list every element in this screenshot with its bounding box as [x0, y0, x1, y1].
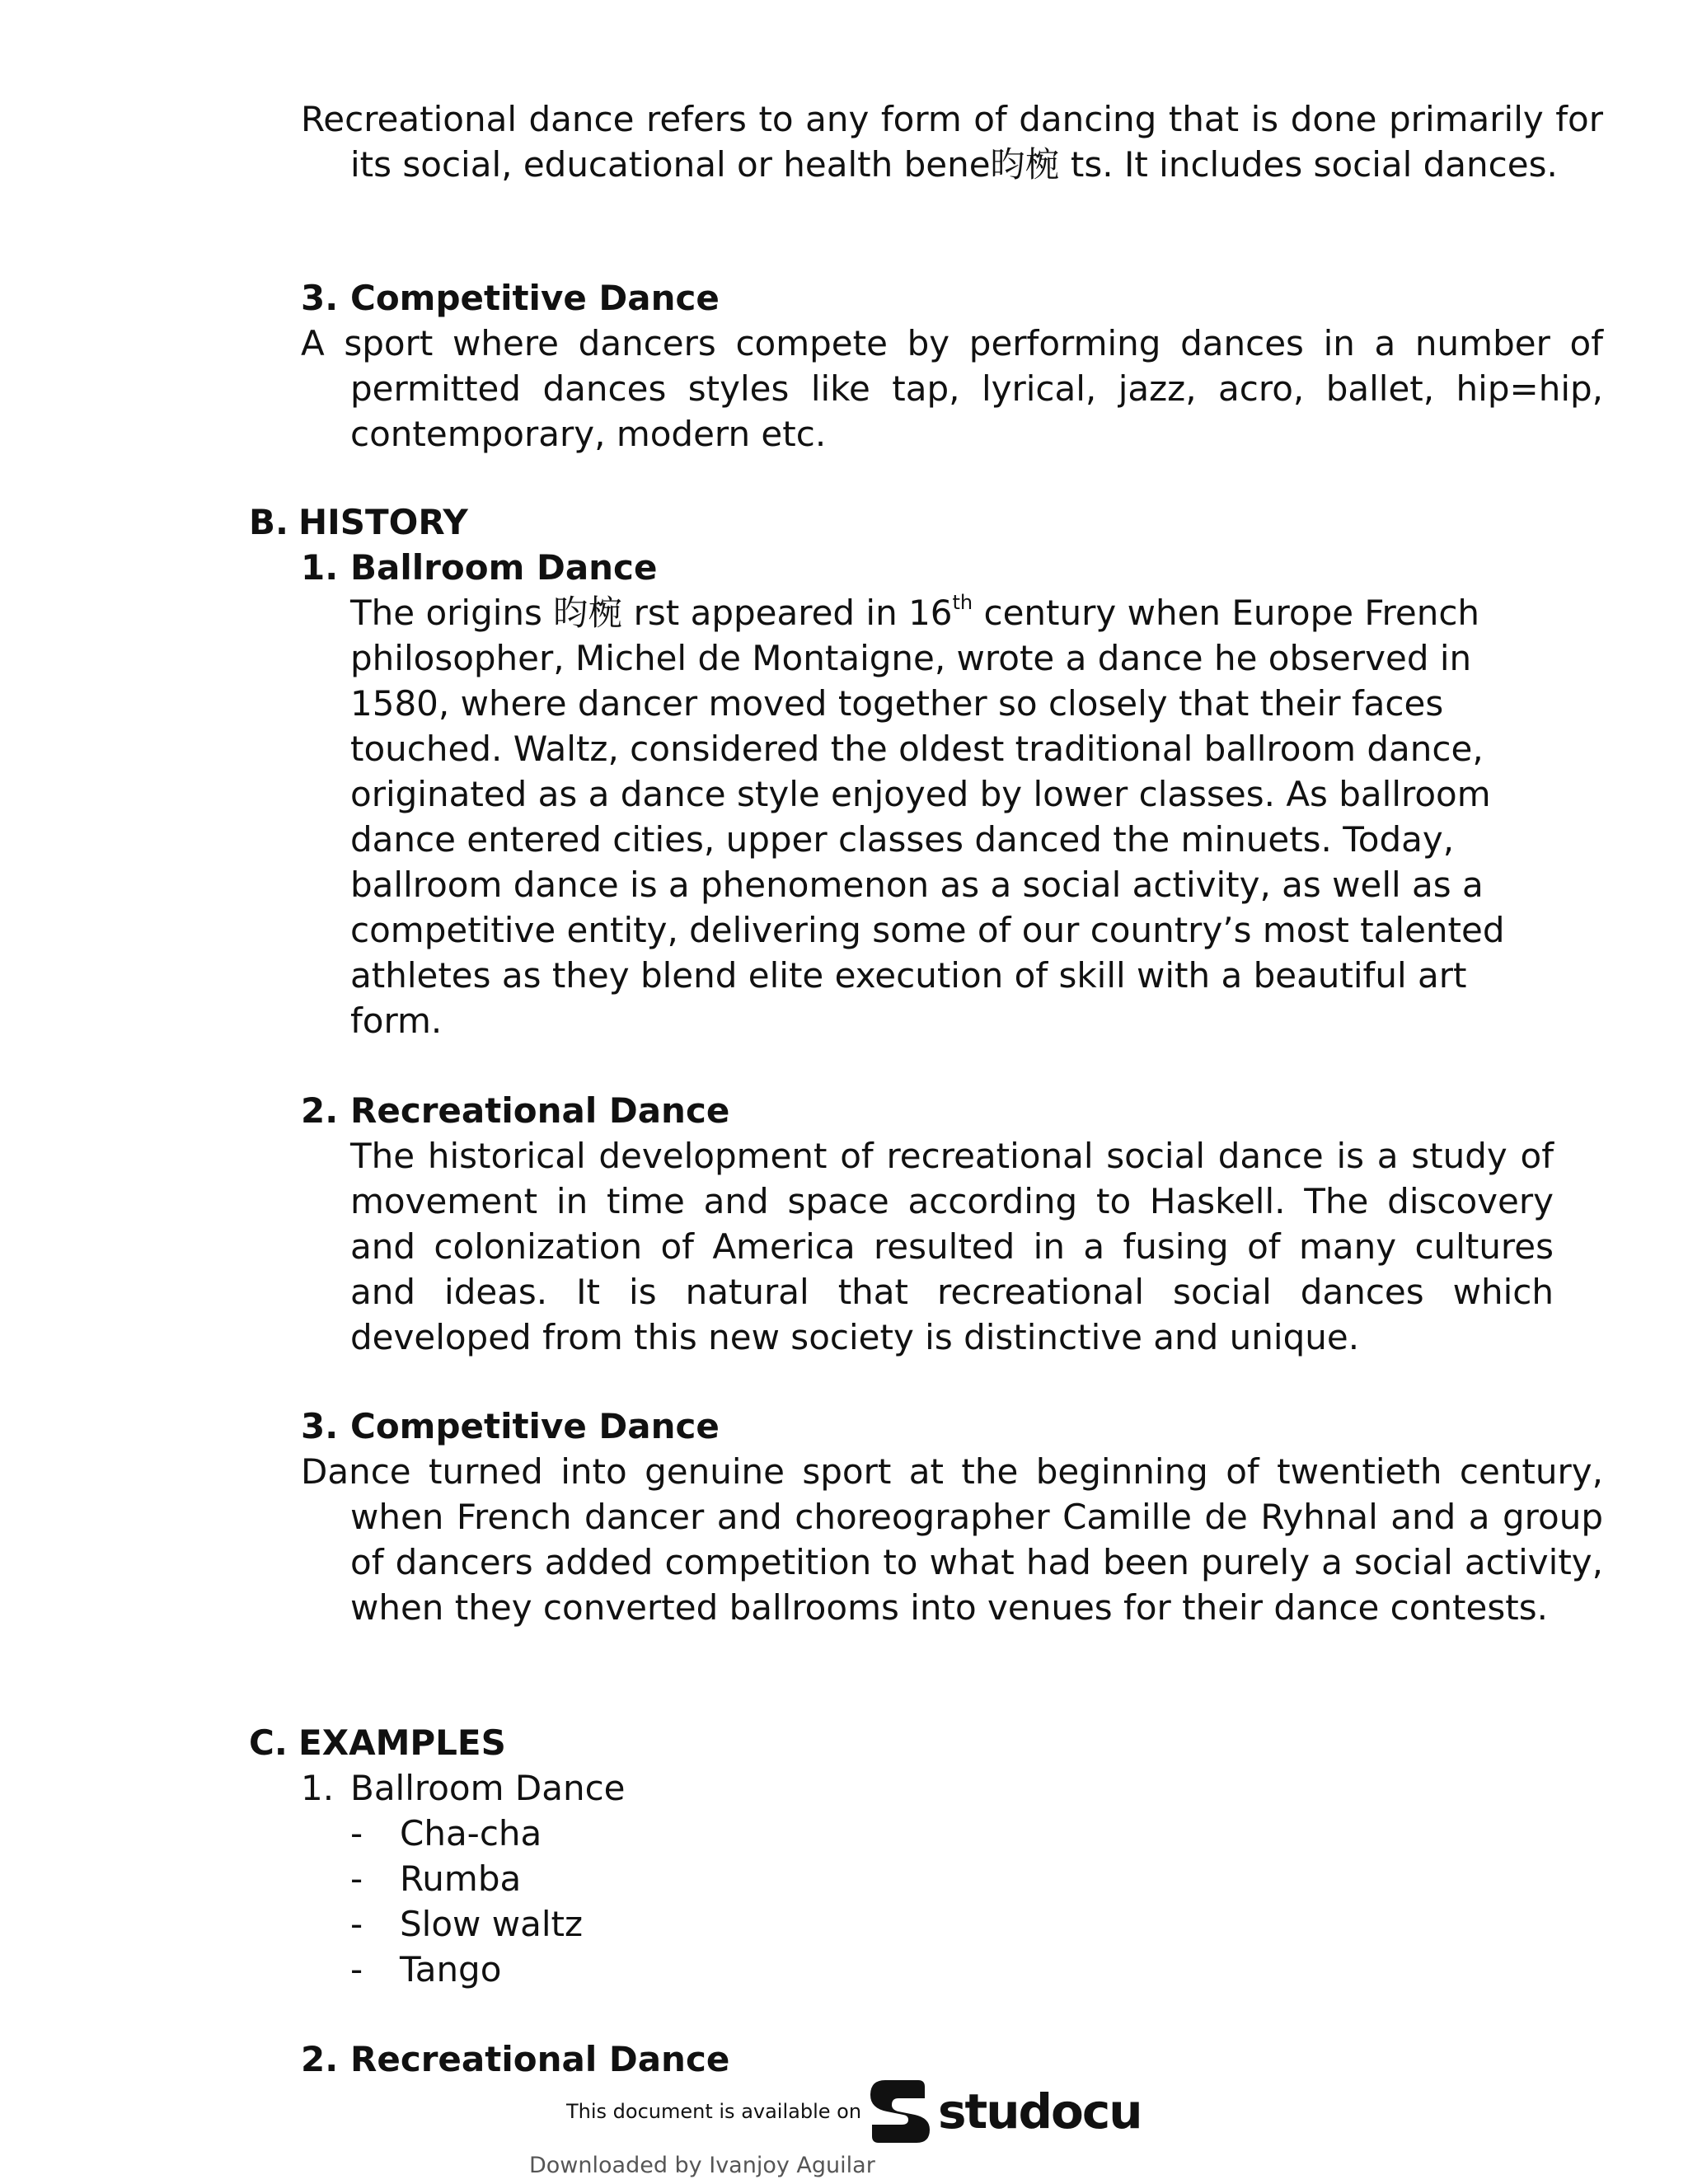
- examples-ballroom-item: [301, 1765, 626, 1811]
- brand-name: studocu: [938, 2083, 1142, 2139]
- examples-recreational-heading: [301, 2036, 729, 2082]
- bullet-dash: -: [350, 1858, 363, 1899]
- heading-number: 2.: [301, 1090, 339, 1131]
- paragraph-text-start: The origins 昀椀 rst appeared in 16: [350, 593, 953, 633]
- download-credit: Downloaded by Ivanjoy Aguilar: [529, 2153, 875, 2178]
- list-item-text: Cha-cha: [400, 1813, 542, 1854]
- list-item-text: Rumba: [400, 1858, 522, 1899]
- list-item: [350, 1856, 583, 1901]
- history-recreational-heading: [301, 1088, 729, 1133]
- history-competitive-heading: [301, 1404, 720, 1449]
- section-title: HISTORY: [298, 502, 468, 542]
- list-item-text: Slow waltz: [400, 1904, 583, 1944]
- heading-title: Competitive Dance: [350, 278, 720, 318]
- examples-heading: [249, 1720, 506, 1765]
- heading-title: Ballroom Dance: [350, 547, 658, 588]
- paragraph-text-rest: century when Europe French philosopher, Michel de Montaigne, wrote a dance he observed in 1580, where dancer moved together so closely that their faces touched. Waltz, considered the oldest traditional ballroom dance, originated as a dance style enjoyed by lower classes. As ballroom dance entered cities, upper classes danced the minuets. Today, ballroom dance is a phenomenon as a social activity, as well as a competitive entity, delivering some of our country’s most talented athletes as they blend elite execution of skill with a beautiful art form.: [350, 593, 1505, 1041]
- heading-number: 3.: [301, 1406, 339, 1446]
- item-number: 1.: [301, 1768, 335, 1808]
- heading-title: Recreational Dance: [350, 2039, 730, 2079]
- list-item: [350, 1947, 583, 1992]
- section-title: EXAMPLES: [298, 1722, 506, 1763]
- competitive-dance-paragraph: A sport where dancers compete by performing dances in a number of permitted dances styles like tap, lyrical, jazz, acro, ballet, hip=hip, contemporary, modern etc.: [301, 323, 1603, 454]
- ordinal-suffix: th: [952, 591, 973, 614]
- history-ballroom-paragraph: [350, 590, 1554, 1043]
- item-title: Ballroom Dance: [350, 1768, 626, 1808]
- history-recreational-paragraph: The historical development of recreational social dance is a study of movement in time and space according to Haskell. The discovery and colonization of America resulted in a fusing of many cultures and ideas. It is natural that recreational social dances which developed from this new society is distinctive and unique.: [350, 1136, 1554, 1357]
- availability-notice: This document is available on: [566, 2100, 862, 2123]
- list-item: [350, 1811, 583, 1856]
- bullet-dash: -: [350, 1949, 363, 1990]
- heading-title: Recreational Dance: [350, 1090, 730, 1131]
- history-heading: [249, 499, 468, 545]
- studocu-logo-icon: [867, 2077, 933, 2146]
- list-item-text: Tango: [400, 1949, 502, 1990]
- studocu-brand-link[interactable]: [867, 2077, 1142, 2146]
- heading-number: 3.: [301, 278, 339, 318]
- competitive-dance-heading: [301, 275, 720, 321]
- ballroom-examples-list: [350, 1811, 583, 1992]
- intro-paragraph: Recreational dance refers to any form of dancing that is done primarily for its social, educational or health bene昀椀 ts. It includes social dances.: [301, 99, 1603, 185]
- heading-number: 1.: [301, 547, 339, 588]
- heading-number: 2.: [301, 2039, 339, 2079]
- bullet-dash: -: [350, 1813, 363, 1854]
- list-item: [350, 1901, 583, 1947]
- section-letter: B.: [249, 502, 288, 542]
- heading-title: Competitive Dance: [350, 1406, 720, 1446]
- bullet-dash: -: [350, 1904, 363, 1944]
- history-ballroom-heading: [301, 545, 657, 590]
- section-letter: C.: [249, 1722, 288, 1763]
- history-competitive-paragraph: Dance turned into genuine sport at the beginning of twentieth century, when French dancer and choreographer Camille de Ryhnal and a group of dancers added competition to what had been purely a social activity, when they converted ballrooms into venues for their dance contests.: [301, 1451, 1603, 1628]
